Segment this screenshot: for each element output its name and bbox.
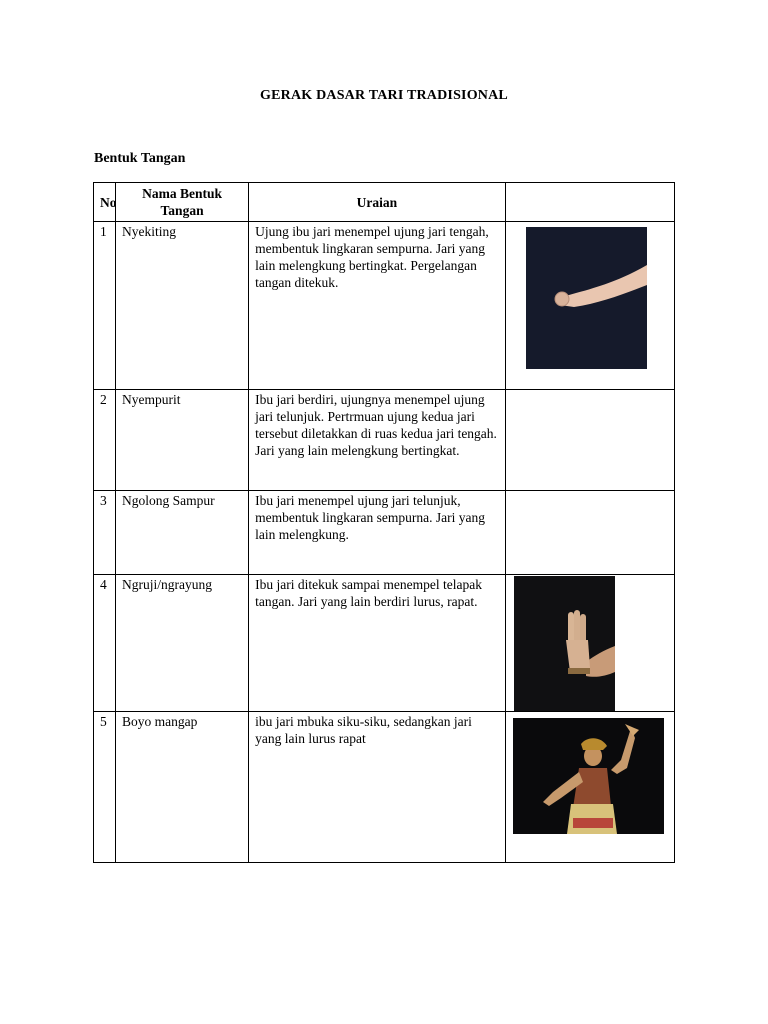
section-heading: Bentuk Tangan	[94, 151, 186, 166]
row-no: 5	[94, 712, 116, 863]
row-nama: Boyo mangap	[116, 712, 249, 863]
row-image-cell	[505, 390, 674, 491]
row-uraian: Ibu jari menempel ujung jari telunjuk, membentuk lingkaran sempurna. Jari yang lain melengkung.	[249, 491, 505, 575]
row-nama: Nyempurit	[116, 390, 249, 491]
row-no: 3	[94, 491, 116, 575]
table-row	[94, 712, 675, 863]
table-row	[94, 491, 675, 575]
row-nama: Ngolong Sampur	[116, 491, 249, 575]
table-header-row	[94, 183, 675, 222]
row-nama: Ngruji/ngrayung	[116, 575, 249, 712]
row-no: 4	[94, 575, 116, 712]
hand-arm-illustration	[526, 227, 647, 369]
raised-hand-illustration	[514, 576, 615, 711]
row-no: 2	[94, 390, 116, 491]
ngruji-photo	[514, 576, 615, 711]
header-uraian: Uraian	[249, 183, 505, 222]
row-image-cell	[505, 491, 674, 575]
header-gambar	[505, 183, 674, 222]
row-uraian: Ujung ibu jari menempel ujung jari tengah, membentuk lingkaran sempurna. Jari yang lain melengkung bertingkat. Pergelangan tangan ditekuk.	[249, 222, 505, 390]
row-uraian: ibu jari mbuka siku-siku, sedangkan jari yang lain lurus rapat	[249, 712, 505, 863]
row-image-cell	[505, 712, 674, 863]
dancer-illustration	[513, 718, 664, 834]
page-title: GERAK DASAR TARI TRADISIONAL	[260, 88, 508, 103]
row-image-cell	[505, 222, 674, 390]
row-uraian: Ibu jari berdiri, ujungnya menempel ujung jari telunjuk. Pertrmuan ujung kedua jari tersebut diletakkan di ruas kedua jari tengah. Jari yang lain melengkung bertingkat.	[249, 390, 505, 491]
row-uraian: Ibu jari ditekuk sampai menempel telapak tangan. Jari yang lain berdiri lurus, rapat.	[249, 575, 505, 712]
nyekiting-photo	[526, 227, 647, 369]
hand-shape-table	[93, 182, 675, 863]
row-nama: Nyekiting	[116, 222, 249, 390]
row-image-cell	[505, 575, 674, 712]
row-no: 1	[94, 222, 116, 390]
header-no: No	[94, 183, 116, 222]
table-row	[94, 390, 675, 491]
table-row	[94, 222, 675, 390]
header-nama: Nama Bentuk Tangan	[116, 183, 249, 222]
boyo-mangap-photo	[513, 718, 664, 834]
table-row	[94, 575, 675, 712]
